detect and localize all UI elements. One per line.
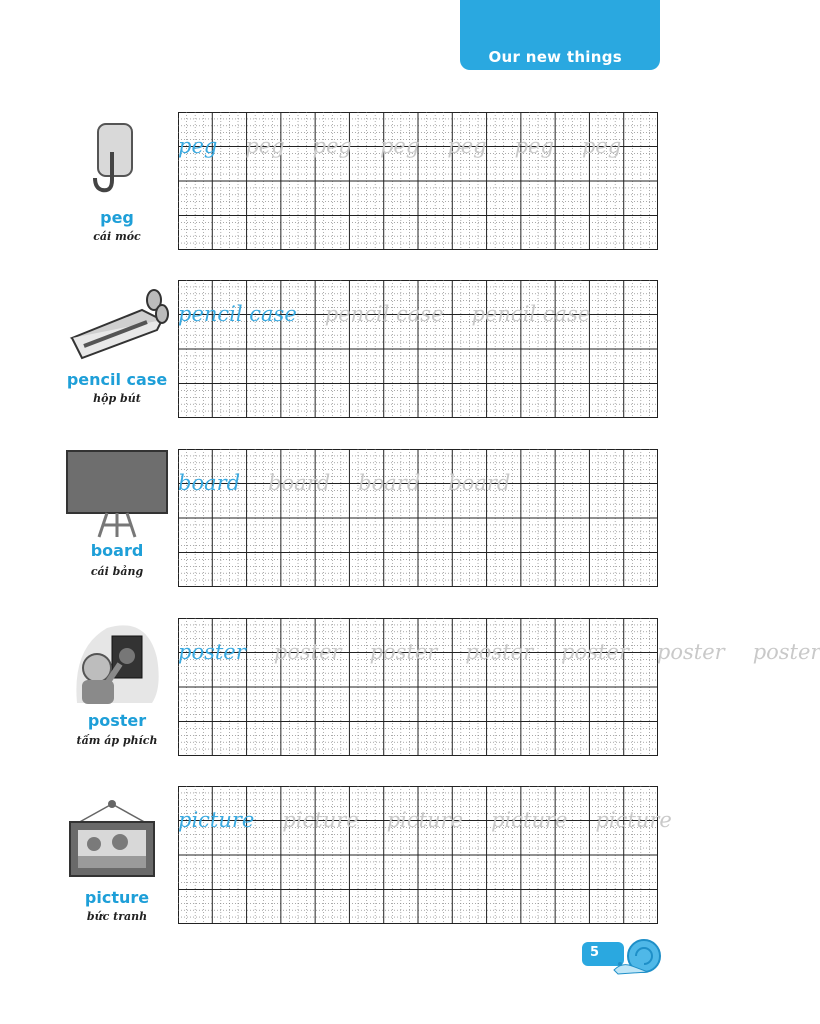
- page-title: Our new things: [488, 48, 622, 66]
- trace-model-word: board: [178, 471, 241, 495]
- trace-model-word: pencil case: [178, 302, 297, 326]
- pencil-case-icon: [62, 280, 172, 375]
- trace-ghost-word: poster: [369, 640, 438, 664]
- trace-line: [178, 298, 658, 330]
- word-english: pencil case: [66, 370, 168, 389]
- trace-ghost-word: poster: [273, 640, 342, 664]
- trace-line: [178, 130, 658, 162]
- trace-model-word: peg: [178, 134, 218, 158]
- trace-line: [178, 467, 658, 499]
- trace-ghost-word: picture: [386, 808, 464, 832]
- trace-ghost-word: poster: [656, 640, 725, 664]
- trace-ghost-word: peg: [379, 134, 420, 158]
- trace-ghost-word: picture: [491, 808, 568, 832]
- board-icon: [65, 449, 175, 544]
- word-translation: cái móc: [93, 230, 141, 243]
- snail-mascot-icon: [612, 936, 662, 976]
- trace-ghost-word: poster: [561, 640, 629, 664]
- trace-ghost-word: pencil case: [471, 302, 591, 326]
- trace-ghost-word: poster: [752, 640, 820, 664]
- vocab-row-pencil-case: [0, 280, 709, 425]
- trace-line: [178, 636, 820, 668]
- vocab-row-picture: [0, 786, 709, 931]
- word-translation: bức tranh: [86, 910, 148, 923]
- trace-ghost-word: picture: [282, 808, 359, 832]
- trace-ghost-word: picture: [595, 808, 672, 832]
- page-number: 5: [590, 945, 600, 960]
- trace-ghost-word: poster: [465, 640, 534, 664]
- trace-ghost-word: board: [358, 471, 421, 495]
- trace-ghost-word: peg: [447, 134, 487, 158]
- trace-ghost-word: board: [268, 471, 331, 495]
- trace-ghost-word: pencil case: [324, 302, 444, 326]
- word-translation: hộp bút: [93, 392, 141, 405]
- trace-ghost-word: peg: [312, 134, 352, 158]
- word-english: poster: [87, 711, 147, 730]
- word-english: picture: [84, 888, 150, 907]
- trace-model-word: picture: [178, 808, 255, 832]
- vocab-row-board: [0, 449, 709, 594]
- trace-ghost-word: peg: [245, 134, 285, 158]
- trace-line: [178, 804, 672, 836]
- word-english: board: [90, 541, 144, 560]
- peg-hook-icon: [62, 112, 172, 207]
- trace-ghost-word: peg: [514, 134, 554, 158]
- trace-model-word: poster: [178, 640, 246, 664]
- picture-frame-icon: [62, 786, 172, 881]
- poster-icon: [62, 618, 172, 713]
- trace-ghost-word: board: [448, 471, 511, 495]
- vocab-row-poster: [0, 618, 820, 763]
- word-english: peg: [100, 208, 134, 227]
- vocab-row-peg: [0, 112, 709, 257]
- word-translation: tấm áp phích: [76, 734, 158, 747]
- header-tab: [460, 0, 660, 70]
- trace-ghost-word: peg: [581, 134, 622, 158]
- word-translation: cái bảng: [90, 565, 144, 578]
